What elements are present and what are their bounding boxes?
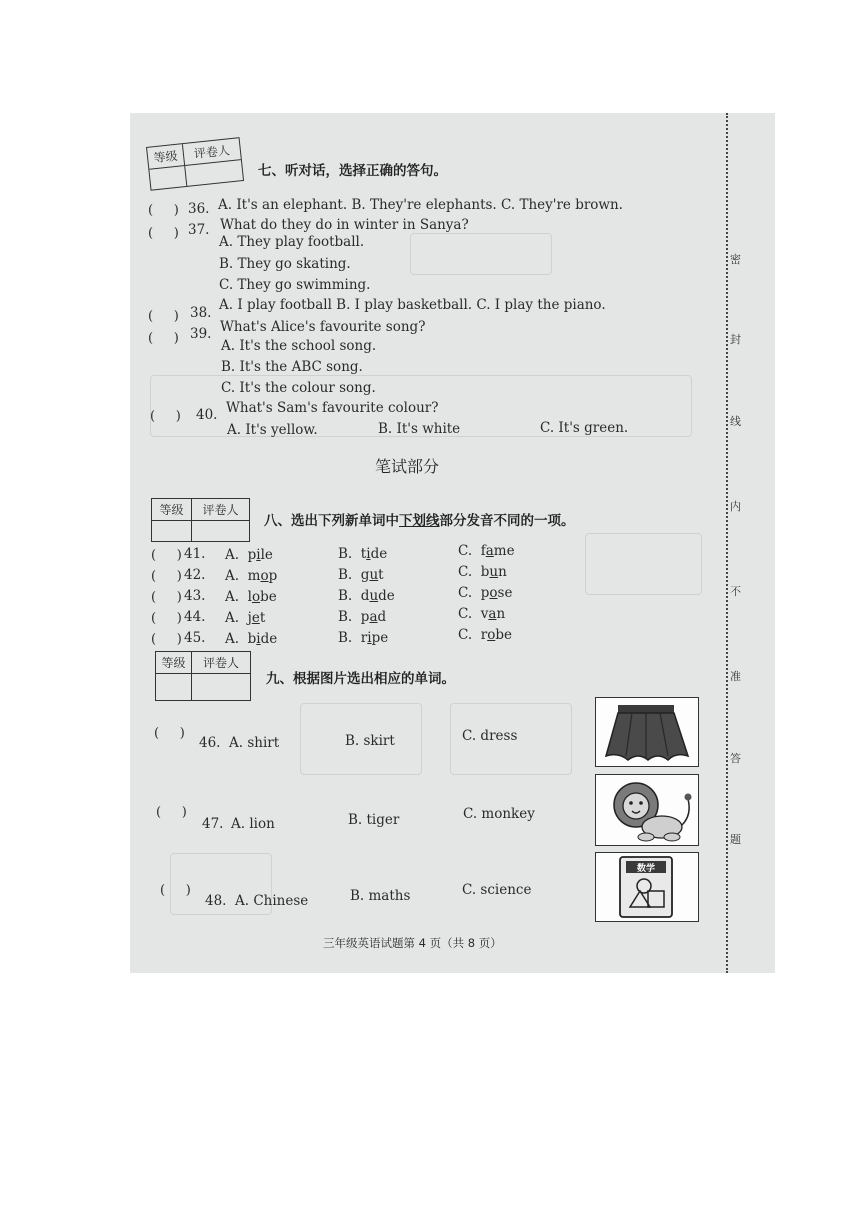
option-b: B. It's the ABC song. bbox=[221, 359, 363, 375]
grade-cell[interactable] bbox=[156, 674, 192, 700]
option-b bbox=[338, 588, 395, 604]
word-start: d bbox=[360, 588, 370, 604]
word-underlined: a bbox=[369, 609, 378, 625]
question-number: 44. bbox=[184, 609, 206, 625]
grade-label: 等级 bbox=[147, 144, 185, 170]
option-a: A. shirt bbox=[229, 735, 280, 751]
binding-char: 密 bbox=[730, 253, 741, 266]
option-letter: A. bbox=[225, 631, 248, 647]
word-underlined: a bbox=[488, 606, 497, 622]
question-number: 36. bbox=[188, 201, 210, 217]
option-b bbox=[338, 567, 384, 583]
maths-book-icon bbox=[596, 853, 698, 921]
skirt-icon bbox=[596, 698, 698, 766]
maths-book-picture bbox=[595, 852, 699, 922]
word-underlined: u bbox=[489, 564, 499, 580]
word-end: n bbox=[496, 606, 506, 622]
option-c: C. dress bbox=[462, 728, 518, 744]
word-end: be bbox=[260, 589, 277, 605]
grader-label: 评卷人 bbox=[192, 652, 250, 674]
book-title: 数学 bbox=[636, 864, 656, 874]
question-number: 45. bbox=[184, 630, 206, 646]
binding-line bbox=[726, 113, 729, 973]
option-a bbox=[225, 589, 277, 605]
word-underlined: i bbox=[366, 546, 371, 562]
word-underlined: a bbox=[485, 543, 494, 559]
answer-blank-40[interactable]: ( ) bbox=[150, 409, 181, 424]
option-c: C. They go swimming. bbox=[219, 277, 371, 293]
skirt-picture bbox=[595, 697, 699, 767]
word-end: se bbox=[497, 585, 513, 601]
word-start: g bbox=[360, 567, 370, 583]
option-b bbox=[338, 609, 386, 625]
word-start: j bbox=[247, 610, 252, 626]
answer-blank-37[interactable]: ( ) bbox=[148, 226, 179, 241]
grader-label: 评卷人 bbox=[192, 499, 249, 521]
page-footer: 三年级英语试题第 4 页（共 8 页） bbox=[323, 936, 502, 950]
word-start: p bbox=[480, 585, 490, 601]
answer-blank[interactable]: ( ) bbox=[151, 590, 182, 605]
grade-box bbox=[151, 498, 250, 542]
word-end: t bbox=[378, 567, 384, 583]
option-letter: C. bbox=[458, 543, 481, 559]
word-underlined: u bbox=[369, 567, 379, 583]
option-letter: B. bbox=[338, 630, 361, 646]
option-b: B. maths bbox=[350, 888, 411, 904]
question-number: 42. bbox=[184, 567, 206, 583]
question-number: 39. bbox=[190, 326, 212, 342]
option-letter: B. bbox=[338, 588, 361, 604]
option-a bbox=[225, 568, 277, 584]
option-c: C. science bbox=[462, 882, 532, 898]
title-part: 八、选出下列新单词中 bbox=[264, 513, 399, 529]
grader-label: 评卷人 bbox=[183, 138, 241, 166]
word-end: de bbox=[378, 588, 395, 604]
question-number: 47. bbox=[202, 816, 224, 832]
answer-blank-36[interactable]: ( ) bbox=[148, 203, 179, 218]
option-a: A. lion bbox=[231, 816, 275, 832]
word-underlined: i bbox=[256, 547, 261, 563]
word-end: pe bbox=[371, 630, 389, 646]
answer-blank-48[interactable]: ( ) bbox=[160, 883, 191, 898]
word-start: p bbox=[360, 609, 370, 625]
word-underlined: i bbox=[256, 631, 261, 647]
option-c bbox=[458, 564, 507, 580]
section-9-title: 九、根据图片选出相应的单词。 bbox=[266, 671, 455, 687]
grade-box bbox=[146, 137, 244, 191]
word-end: me bbox=[493, 543, 515, 559]
grade-label: 等级 bbox=[156, 652, 192, 674]
word-end: le bbox=[260, 547, 273, 563]
option-a bbox=[225, 631, 277, 647]
binding-char: 准 bbox=[730, 670, 741, 683]
answer-blank-47[interactable]: ( ) bbox=[156, 805, 187, 820]
word-start: r bbox=[480, 627, 488, 643]
option-a bbox=[225, 547, 273, 563]
option-c: C. monkey bbox=[463, 806, 535, 822]
option-letter: A. bbox=[225, 610, 248, 626]
binding-char: 封 bbox=[730, 333, 741, 346]
binding-char: 线 bbox=[730, 415, 741, 428]
option-letter: C. bbox=[458, 585, 481, 601]
option-b: B. It's white bbox=[378, 421, 461, 437]
word-end: n bbox=[498, 564, 507, 580]
option-a: A. It's the school song. bbox=[221, 338, 377, 354]
option-a: A. It's yellow. bbox=[227, 422, 318, 438]
option-letter: B. bbox=[338, 546, 361, 562]
word-start: v bbox=[480, 606, 489, 622]
word-underlined: o bbox=[487, 627, 496, 643]
question-number: 40. bbox=[196, 407, 218, 423]
question-number: 48. bbox=[205, 893, 227, 909]
word-end: be bbox=[495, 627, 512, 643]
grade-box bbox=[155, 651, 251, 701]
option-c bbox=[458, 585, 512, 601]
word-underlined: o bbox=[251, 589, 261, 605]
word-end: p bbox=[268, 568, 278, 584]
option-b bbox=[338, 630, 388, 646]
section-7-title: 七、听对话，选择正确的答句。 bbox=[258, 163, 447, 179]
option-c: C. It's green. bbox=[540, 420, 629, 436]
word-start: t bbox=[360, 546, 367, 562]
lion-picture bbox=[595, 774, 699, 846]
question-number: 38. bbox=[190, 305, 212, 321]
option-letter: C. bbox=[458, 627, 481, 643]
option-letter: B. bbox=[338, 567, 361, 583]
answer-blank-39[interactable]: ( ) bbox=[148, 331, 179, 346]
option-c bbox=[458, 543, 515, 559]
answer-blank[interactable]: ( ) bbox=[151, 569, 182, 584]
answer-blank-38[interactable]: ( ) bbox=[148, 309, 179, 324]
word-start: l bbox=[247, 589, 252, 605]
question-36-options: A. It's an elephant. B. They're elephants. C. They're brown. bbox=[218, 197, 623, 213]
question-number: 46. bbox=[199, 735, 221, 751]
word-end: de bbox=[260, 631, 278, 647]
section-8-title bbox=[264, 509, 575, 529]
answer-blank[interactable]: ( ) bbox=[151, 632, 182, 647]
word-start: m bbox=[247, 568, 261, 584]
question-37-text: What do they do in winter in Sanya? bbox=[220, 217, 469, 233]
exam-page bbox=[130, 113, 775, 973]
option-letter: C. bbox=[458, 606, 481, 622]
option-letter: A. bbox=[225, 547, 248, 563]
answer-blank-46[interactable]: ( ) bbox=[154, 726, 185, 741]
option-letter: A. bbox=[225, 568, 248, 584]
binding-char: 题 bbox=[730, 833, 741, 846]
answer-blank[interactable]: ( ) bbox=[151, 611, 182, 626]
word-underlined: o bbox=[260, 568, 269, 584]
grade-cell[interactable] bbox=[149, 166, 187, 190]
question-number: 41. bbox=[184, 546, 206, 562]
question-40-text: What's Sam's favourite colour? bbox=[226, 400, 439, 416]
binding-char: 答 bbox=[730, 752, 741, 765]
answer-blank[interactable]: ( ) bbox=[151, 548, 182, 563]
option-b bbox=[338, 546, 387, 562]
option-c bbox=[458, 606, 505, 622]
grade-label: 等级 bbox=[152, 499, 192, 521]
word-start: b bbox=[247, 631, 257, 647]
option-letter: C. bbox=[458, 564, 481, 580]
question-number: 37. bbox=[188, 222, 210, 238]
option-b: B. They go skating. bbox=[219, 256, 351, 272]
written-part-title: 笔试部分 bbox=[375, 457, 440, 476]
option-c: C. It's the colour song. bbox=[221, 380, 376, 396]
lion-icon bbox=[596, 775, 698, 845]
option-letter: A. bbox=[225, 589, 248, 605]
option-c bbox=[458, 627, 512, 643]
word-start: f bbox=[480, 543, 486, 559]
option-a bbox=[225, 610, 265, 626]
option-a: A. Chinese bbox=[235, 893, 309, 909]
binding-char: 内 bbox=[730, 500, 741, 513]
question-38-options: A. I play football B. I play basketball. C. I play the piano. bbox=[219, 297, 606, 313]
word-start: p bbox=[247, 547, 257, 563]
option-letter: B. bbox=[338, 609, 361, 625]
word-underlined: e bbox=[251, 610, 260, 626]
word-start: b bbox=[480, 564, 490, 580]
word-underlined: o bbox=[489, 585, 498, 601]
binding-char: 不 bbox=[730, 585, 741, 598]
option-b: B. skirt bbox=[345, 733, 395, 749]
word-underlined: u bbox=[369, 588, 379, 604]
title-part: 部分发音不同的一项。 bbox=[439, 513, 575, 529]
option-a: A. They play football. bbox=[219, 234, 365, 250]
word-underlined: i bbox=[367, 630, 372, 646]
grade-cell[interactable] bbox=[152, 521, 192, 541]
question-number: 43. bbox=[184, 588, 206, 604]
title-underlined: 下划线 bbox=[399, 513, 440, 529]
word-end: t bbox=[259, 610, 266, 626]
question-39-text: What's Alice's favourite song? bbox=[220, 319, 426, 335]
word-start: r bbox=[360, 630, 368, 646]
word-end: de bbox=[370, 546, 388, 562]
option-b: B. tiger bbox=[348, 812, 400, 828]
word-end: d bbox=[377, 609, 387, 625]
